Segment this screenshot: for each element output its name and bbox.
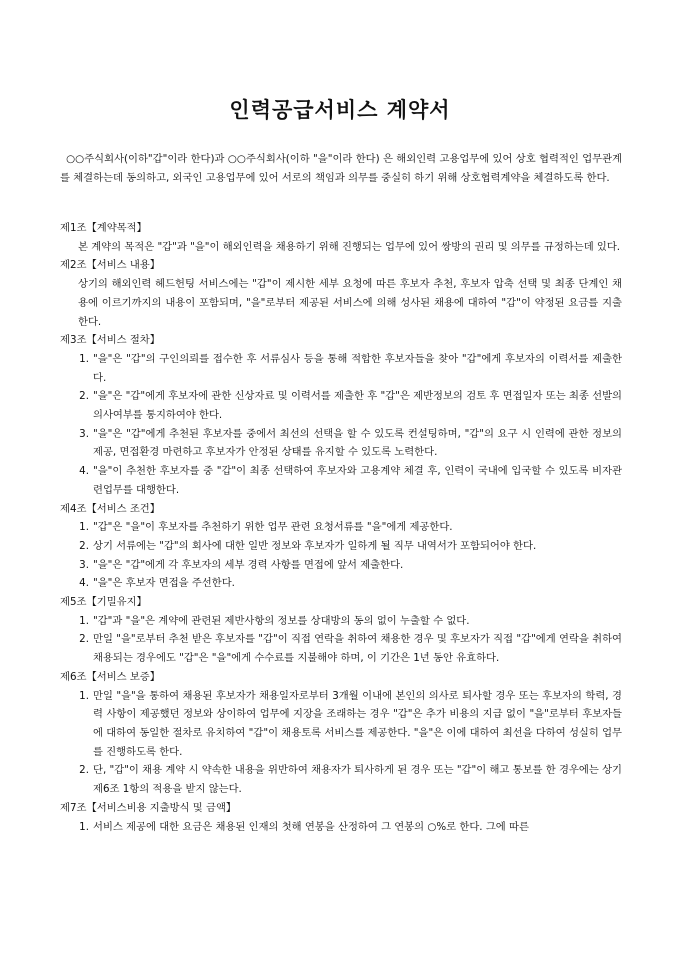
article-6 bbox=[60, 668, 622, 799]
article-5 bbox=[60, 593, 622, 668]
item-text: "갑"은 "을"이 후보자를 추천하기 위한 업무 관련 요청서류를 "을"에게 제공한다. bbox=[93, 521, 453, 534]
article-heading: 제7조【서비스비용 지출방식 및 금액】 bbox=[60, 801, 237, 814]
document-title: 인력공급서비스 계약서 bbox=[229, 98, 451, 122]
list-item bbox=[60, 537, 622, 556]
list-item bbox=[60, 761, 622, 798]
item-number: 3. bbox=[79, 427, 89, 440]
item-text: "을"이 추천한 후보자를 중 "갑"이 최종 선택하여 후보자와 고용계약 체결 후, 인력이 국내에 입국할 수 있도록 비자관련업무를 대행한다. bbox=[93, 465, 622, 496]
item-number: 2. bbox=[79, 539, 89, 552]
item-text: "갑"과 "을"은 계약에 관련된 제반사항의 정보를 상대방의 동의 없이 누출할 수 없다. bbox=[93, 614, 470, 627]
item-number: 1. bbox=[79, 820, 89, 833]
articles-container bbox=[60, 219, 622, 836]
article-heading: 제3조【서비스 절차】 bbox=[60, 334, 161, 347]
item-number: 3. bbox=[79, 558, 89, 571]
article-item-list bbox=[60, 818, 622, 837]
article-item-list bbox=[60, 687, 622, 799]
item-number: 2. bbox=[79, 764, 89, 777]
list-item bbox=[60, 462, 622, 499]
article-4 bbox=[60, 500, 622, 594]
list-item bbox=[60, 556, 622, 575]
list-item bbox=[60, 687, 622, 762]
item-number: 1. bbox=[79, 352, 89, 365]
list-item bbox=[60, 630, 622, 667]
article-paragraph: 본 계약의 목적은 "갑"과 "을"이 해외인력을 채용하기 위해 진행되는 업무에 있어 쌍방의 권리 및 의무를 규정하는데 있다. bbox=[78, 240, 621, 253]
item-text: 만일 "을"을 통하여 채용된 후보자가 채용일자로부터 3개월 이내에 본인의 의사로 퇴사할 경우 또는 후보자의 학력, 경력 사항이 제공했던 정보와 상이하여 업무에 지장을 조래하는 경우 "갑"은 추가 비용의 지급 없이 "을"로부터 후보자들에 대하여 동일한 절차로 유치하여 "갑"이 채용토록 서비스를 제공한다. "을"은 이에 대하여 최선을 다하여 성실히 업무를 진행하도록 한다. bbox=[93, 689, 622, 758]
item-text: "을"은 "갑"에게 추천된 후보자를 중에서 최선의 선택을 할 수 있도록 컨설팅하며, "갑"의 요구 시 인력에 관한 정보의 제공, 면접환경 마련하고 후보자가 안정된 상태를 유지할 수 있도록 노력한다. bbox=[93, 427, 622, 459]
article-7 bbox=[60, 799, 622, 836]
list-item bbox=[60, 387, 622, 424]
article-3 bbox=[60, 331, 622, 499]
article-item-list bbox=[60, 350, 622, 500]
item-number: 1. bbox=[79, 521, 89, 534]
item-text: "을"은 "갑"의 구인의뢰를 접수한 후 서류심사 등을 통해 적합한 후보자들을 찾아 "갑"에게 후보자의 이력서를 제출한다. bbox=[93, 352, 622, 384]
item-number: 2. bbox=[79, 633, 89, 646]
intro-paragraph bbox=[60, 150, 622, 188]
item-number: 1. bbox=[79, 614, 89, 627]
article-item-list bbox=[60, 612, 622, 668]
item-number: 2. bbox=[79, 390, 89, 403]
article-heading: 제1조【계약목적】 bbox=[60, 222, 147, 234]
article-heading: 제5조【기밀유지】 bbox=[60, 596, 147, 609]
list-item bbox=[60, 574, 622, 593]
item-number: 4. bbox=[79, 577, 89, 590]
list-item bbox=[60, 425, 622, 462]
article-paragraph: 상기의 해외인력 헤드헌팅 서비스에는 "갑"이 제시한 세부 요청에 따른 후보자 추천, 후보자 압축 선택 및 최종 단계인 채용에 이르기까지의 내용이 포함되며, "을"로부터 제공된 서비스에 의해 성사된 채용에 대하여 "갑"이 약정된 요금를 지출한다. bbox=[78, 278, 622, 328]
item-number: 4. bbox=[79, 465, 89, 478]
item-number: 1. bbox=[79, 689, 89, 702]
intro-text: ○○주식회사(이하"갑"이라 한다)과 ○○주식회사(이하 "을"이라 한다) 은 해외인력 고용업무에 있어 상호 협력적인 업무관계를 체결하는데 동의하고, 외국인 고용업무에 있어 서로의 책임과 의무를 중실히 하기 위해 상호협력계약을 체결하도록 한다. bbox=[60, 153, 622, 184]
article-heading: 제4조【서비스 조건】 bbox=[60, 502, 161, 515]
item-text: 서비스 제공에 대한 요금은 채용된 인재의 첫해 연봉을 산정하여 그 연봉의 ○%로 한다. 그에 따른 bbox=[93, 820, 529, 833]
item-text: "을"은 "갑"에게 후보자에 관한 신상자료 및 이력서를 제출한 후 "갑"은 제반정보의 검토 후 면접일자 또는 최종 선발의 의사여부를 통지하여야 한다. bbox=[93, 390, 622, 422]
item-text: "을"은 "갑"에게 각 후보자의 세부 경력 사항를 면접에 앞서 제출한다. bbox=[93, 558, 404, 571]
article-2 bbox=[60, 256, 622, 331]
item-text: 상기 서류에는 "갑"의 회사에 대한 일반 정보와 후보자가 일하게 될 직무 내역서가 포함되어야 한다. bbox=[93, 539, 537, 552]
list-item bbox=[60, 350, 622, 387]
item-text: 단, "갑"이 채용 계약 시 약속한 내용을 위반하여 채용자가 퇴사하게 된 경우 또는 "갑"이 해고 통보를 한 경우에는 상기 제6조 1항의 적용을 받지 않는다. bbox=[93, 764, 622, 796]
article-item-list bbox=[60, 518, 622, 593]
item-text: 만일 "을"로부터 추천 받은 후보자를 "갑"이 직접 연락을 취하여 채용한 경우 및 후보자가 직접 "갑"에게 연락을 취하여 채용되는 경우에도 "갑"은 "을"에게 수수료를 지불해야 하며, 이 기간은 1년 동안 유효하다. bbox=[93, 633, 622, 665]
article-heading: 제6조【서비스 보증】 bbox=[60, 670, 161, 683]
article-heading: 제2조【서비스 내용】 bbox=[60, 259, 161, 272]
item-text: "을"은 후보자 면접을 주선한다. bbox=[93, 577, 235, 590]
article-1 bbox=[60, 219, 622, 256]
list-item bbox=[60, 818, 622, 837]
list-item bbox=[60, 518, 622, 537]
list-item bbox=[60, 612, 622, 631]
